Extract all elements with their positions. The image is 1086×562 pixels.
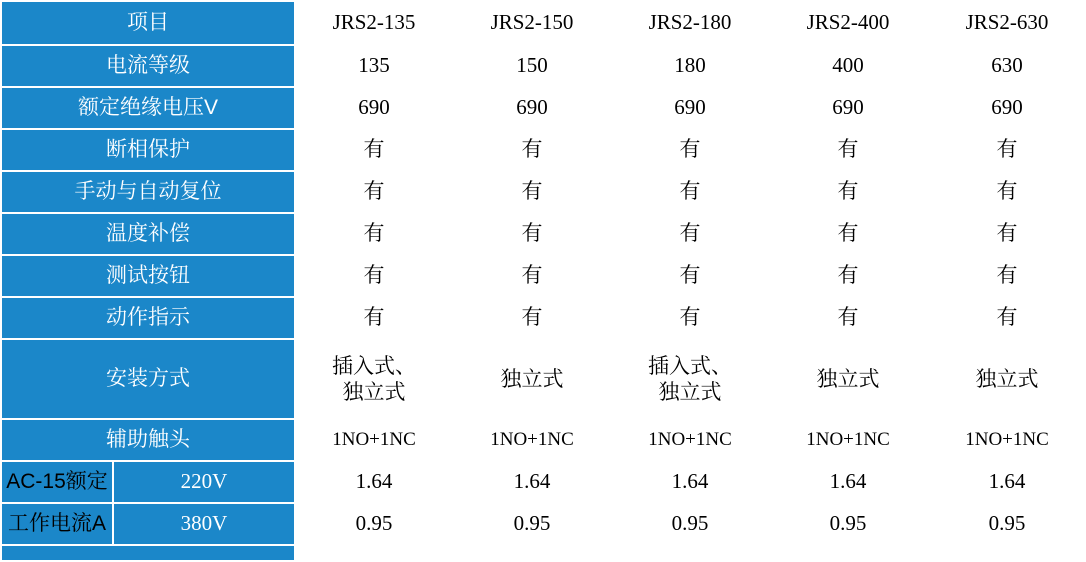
cell-value: 有 — [295, 129, 453, 171]
row-label-trip-indication: 动作指示 — [1, 297, 295, 339]
cell-value: 有 — [611, 213, 769, 255]
cell-value: 有 — [611, 255, 769, 297]
cell-value: 0.95 — [453, 503, 611, 545]
table-row — [1, 171, 1086, 213]
row-label-auxiliary-contacts: 辅助触头 — [1, 419, 295, 461]
row-label-mounting-type: 安装方式 — [1, 339, 295, 419]
cell-value: 有 — [453, 255, 611, 297]
cell-value: 150 — [453, 45, 611, 87]
cell-line-1: 独立式 — [816, 366, 880, 391]
row-label-current-rating: 电流等级 — [1, 45, 295, 87]
cell-value: 有 — [453, 129, 611, 171]
cell-value: 1NO+1NC — [295, 419, 453, 461]
cell-value: 1.64 — [453, 461, 611, 503]
cell-value: 0.95 — [927, 503, 1086, 545]
cell-value: 有 — [927, 255, 1086, 297]
partial-row-label — [1, 545, 295, 561]
cell-value: 有 — [927, 213, 1086, 255]
row-label-rated-insulation-voltage: 额定绝缘电压V — [1, 87, 295, 129]
cell-value: 有 — [769, 297, 927, 339]
cell-value-mounting — [453, 339, 611, 419]
cell-value: 690 — [769, 87, 927, 129]
header-item-label: 项目 — [1, 1, 295, 45]
table-row — [1, 461, 1086, 503]
cell-value: 1NO+1NC — [611, 419, 769, 461]
cell-value: 1NO+1NC — [927, 419, 1086, 461]
cell-value: 有 — [295, 171, 453, 213]
cell-line-2: 独立式 — [342, 380, 406, 404]
cell-value: 1NO+1NC — [769, 419, 927, 461]
cell-value: 0.95 — [295, 503, 453, 545]
cell-value-mounting — [295, 339, 453, 419]
cell-line-1: 独立式 — [975, 366, 1039, 391]
partial-cell — [453, 545, 611, 561]
cell-line-1: 插入式、 — [648, 353, 732, 378]
partial-cell — [769, 545, 927, 561]
cell-value: 1.64 — [769, 461, 927, 503]
cell-value: 0.95 — [769, 503, 927, 545]
cell-value: 1.64 — [927, 461, 1086, 503]
cell-value: 690 — [611, 87, 769, 129]
cell-line-1: 插入式、 — [332, 353, 416, 378]
ac15-group-label-line2: 工作电流A — [1, 503, 113, 545]
cell-value: 有 — [769, 255, 927, 297]
header-model-5: JRS2-630 — [927, 1, 1086, 45]
header-model-3: JRS2-180 — [611, 1, 769, 45]
cell-value-mounting — [927, 339, 1086, 419]
cell-value-mounting — [611, 339, 769, 419]
table-row — [1, 129, 1086, 171]
row-label-test-button: 测试按钮 — [1, 255, 295, 297]
cell-value: 有 — [453, 213, 611, 255]
table-row — [1, 87, 1086, 129]
cell-value: 有 — [453, 297, 611, 339]
cell-value: 180 — [611, 45, 769, 87]
cell-value: 690 — [453, 87, 611, 129]
cell-value: 有 — [927, 129, 1086, 171]
cell-value: 400 — [769, 45, 927, 87]
cell-value: 有 — [927, 297, 1086, 339]
ac15-sub-label-380v: 380V — [113, 503, 295, 545]
ac15-group-label-line1: AC-15额定 — [1, 461, 113, 503]
cell-value: 有 — [295, 213, 453, 255]
row-label-manual-auto-reset: 手动与自动复位 — [1, 171, 295, 213]
cell-value: 有 — [295, 297, 453, 339]
cell-value: 有 — [611, 171, 769, 213]
cell-value: 1.64 — [295, 461, 453, 503]
cell-value: 1NO+1NC — [453, 419, 611, 461]
row-label-phase-loss-protection: 断相保护 — [1, 129, 295, 171]
partial-cell — [611, 545, 769, 561]
cell-value-mounting — [769, 339, 927, 419]
cell-value: 有 — [927, 171, 1086, 213]
header-model-2: JRS2-150 — [453, 1, 611, 45]
cell-value: 0.95 — [611, 503, 769, 545]
partial-cell — [295, 545, 453, 561]
table-row-partial — [1, 545, 1086, 561]
cell-value: 1.64 — [611, 461, 769, 503]
cell-value: 有 — [611, 129, 769, 171]
table-row — [1, 503, 1086, 545]
table-row — [1, 339, 1086, 419]
cell-value: 有 — [611, 297, 769, 339]
table-row — [1, 213, 1086, 255]
ac15-sub-label-220v: 220V — [113, 461, 295, 503]
header-model-1: JRS2-135 — [295, 1, 453, 45]
row-label-temperature-compensation: 温度补偿 — [1, 213, 295, 255]
cell-line-1: 独立式 — [500, 366, 564, 391]
cell-value: 有 — [295, 255, 453, 297]
cell-value: 630 — [927, 45, 1086, 87]
cell-value: 有 — [769, 129, 927, 171]
cell-value: 135 — [295, 45, 453, 87]
table-row — [1, 419, 1086, 461]
header-model-4: JRS2-400 — [769, 1, 927, 45]
cell-value: 有 — [453, 171, 611, 213]
cell-value: 有 — [769, 171, 927, 213]
cell-value: 690 — [295, 87, 453, 129]
partial-cell — [927, 545, 1086, 561]
table-header-row — [1, 1, 1086, 45]
cell-value: 有 — [769, 213, 927, 255]
table-row — [1, 255, 1086, 297]
cell-line-2: 独立式 — [658, 380, 722, 404]
table-row — [1, 45, 1086, 87]
table-row — [1, 297, 1086, 339]
cell-value: 690 — [927, 87, 1086, 129]
